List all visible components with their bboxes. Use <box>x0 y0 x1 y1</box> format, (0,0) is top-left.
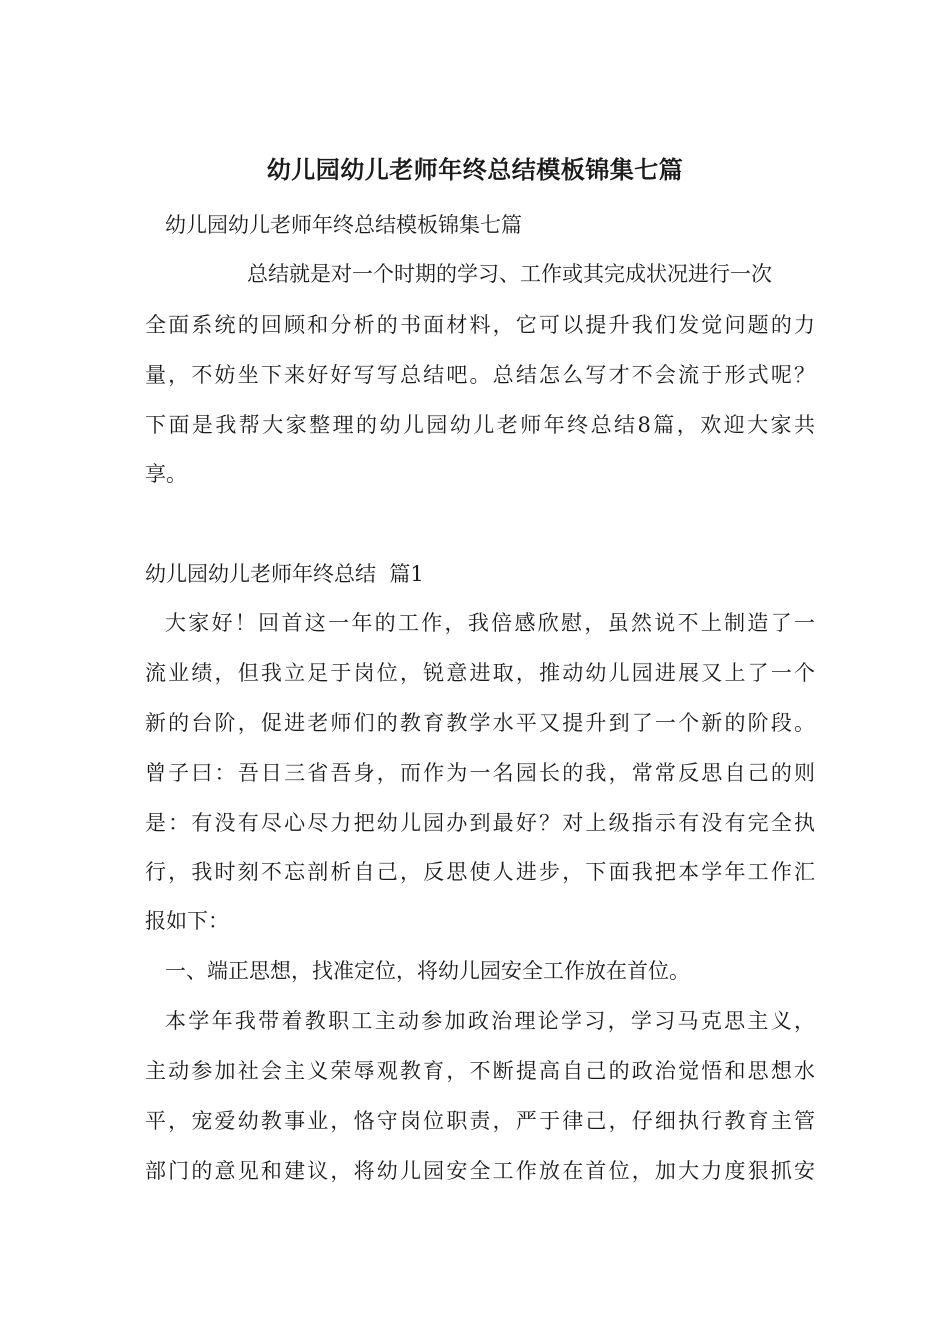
paragraph-line: 大家好！回首这一年的工作，我倍感欣慰，虽然说不上制造了一 <box>165 611 815 635</box>
intro-line: 量，不妨坐下来好好写写总结吧。总结怎么写才不会流于形式呢？ <box>145 363 815 387</box>
paragraph-line: 报如下： <box>145 909 229 933</box>
intro-line: 享。 <box>145 462 187 486</box>
paragraph-line: 部门的意见和建议，将幼儿园安全工作放在首位，加大力度狠抓安 <box>145 1159 815 1183</box>
paragraph-line: 本学年我带着教职工主动参加政治理论学习，学习马克思主义， <box>165 1009 815 1033</box>
intro-line: 全面系统的回顾和分析的书面材料，它可以提升我们发觉问题的力 <box>145 313 815 337</box>
intro-line: 总结就是对一个时期的学习、工作或其完成状况进行一次 <box>247 262 772 286</box>
paragraph-line: 流业绩，但我立足于岗位，锐意进取，推动幼儿园进展又上了一个 <box>145 661 815 685</box>
document-subtitle: 幼儿园幼儿老师年终总结模板锦集七篇 <box>165 213 522 237</box>
paragraph-line: 新的台阶，促进老师们的教育教学水平又提升到了一个新的阶段。 <box>145 711 815 735</box>
intro-line: 下面是我帮大家整理的幼儿园幼儿老师年终总结8篇，欢迎大家共 <box>145 413 815 437</box>
section-heading: 幼儿园幼儿老师年终总结 篇1 <box>145 562 424 586</box>
paragraph-line: 平，宠爱幼教事业，恪守岗位职责，严于律己，仔细执行教育主管 <box>145 1109 815 1133</box>
paragraph-line: 行，我时刻不忘剖析自己，反思使人进步，下面我把本学年工作汇 <box>145 860 815 884</box>
paragraph-line: 曾子曰：吾日三省吾身，而作为一名园长的我，常常反思自己的则 <box>145 761 815 785</box>
paragraph-line: 是：有没有尽心尽力把幼儿园办到最好？对上级指示有没有完全执 <box>145 811 815 835</box>
paragraph-line: 主动参加社会主义荣辱观教育，不断提高自己的政治觉悟和思想水 <box>145 1059 815 1083</box>
document-title: 幼儿园幼儿老师年终总结模板锦集七篇 <box>266 156 684 184</box>
subheading-1: 一、端正思想，找准定位，将幼儿园安全工作放在首位。 <box>165 959 690 983</box>
